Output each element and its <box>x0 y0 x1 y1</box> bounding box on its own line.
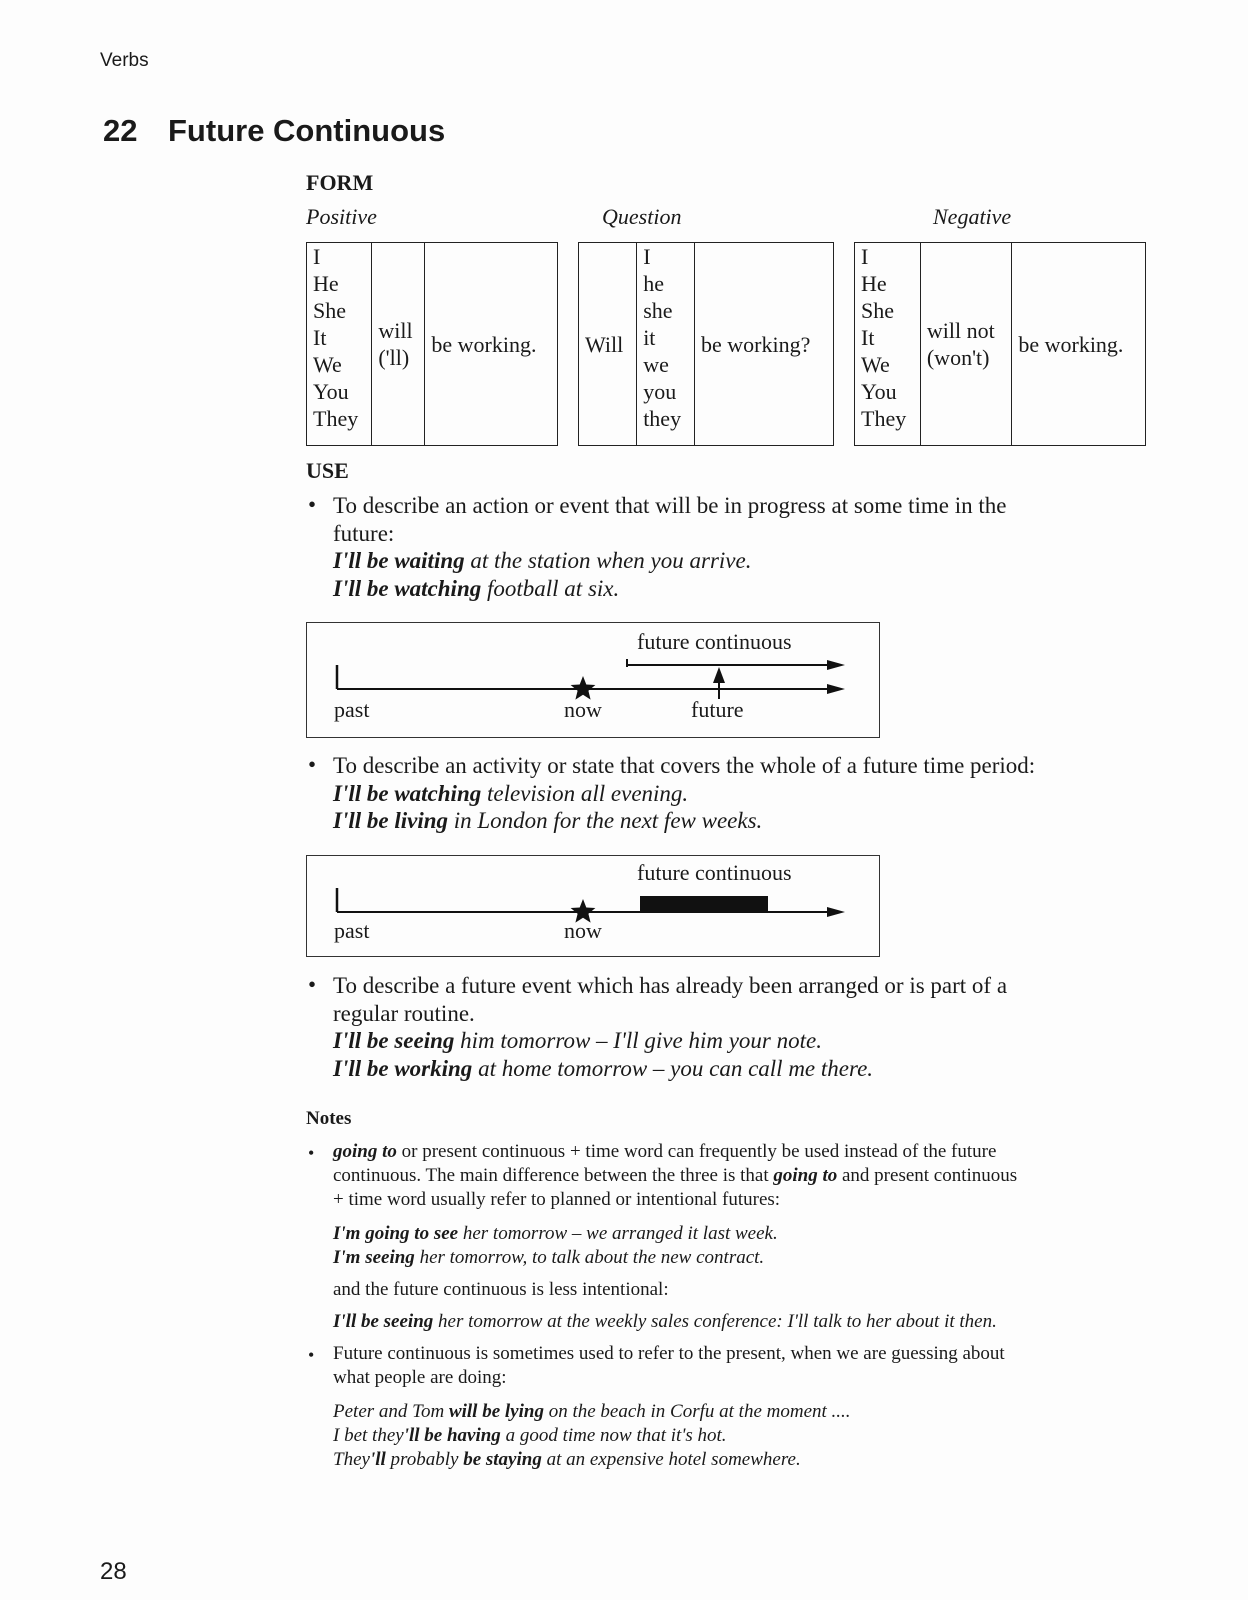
note-rest: or present continuous + time word can frequently be used instead of the future <box>396 1141 997 1162</box>
section-label: Verbs <box>100 50 149 71</box>
example-verb: will be lying <box>448 1401 544 1422</box>
example-rest: at an expensive hotel somewhere. <box>541 1449 801 1470</box>
pronoun: I <box>313 244 321 269</box>
pronoun: you <box>643 379 677 404</box>
example <box>333 547 1183 575</box>
example-rest: football at six. <box>481 575 620 601</box>
note-line: what people are doing: <box>333 1367 507 1388</box>
now-label: now <box>564 697 602 722</box>
note-rest: continuous. The main difference between the three is that <box>333 1165 774 1186</box>
aux: (won't) <box>926 345 990 370</box>
example-rest: her tomorrow at the weekly sales conference: I'll talk to her about it then. <box>433 1311 997 1332</box>
positive-table <box>306 242 558 446</box>
pronoun: she <box>643 298 673 323</box>
note-1-examples <box>333 1222 1173 1270</box>
pronoun-cell <box>307 243 372 446</box>
verb-cell: be working. <box>1012 243 1146 446</box>
use-bullet-2 <box>333 752 1183 835</box>
pronoun: It <box>313 325 327 350</box>
example <box>333 1246 1173 1270</box>
note-line <box>333 1164 1173 1188</box>
pronoun: He <box>313 271 339 296</box>
form-heading: FORM <box>306 170 374 195</box>
aux: ('ll) <box>378 345 410 370</box>
example-verb: I'll be watching <box>333 780 482 806</box>
use-heading: USE <box>306 458 349 483</box>
bullet-icon: • <box>308 1143 315 1163</box>
bullet-text: To describe an action or event that will be in progress at some time in the <box>333 493 1007 518</box>
example-rest: They <box>333 1449 370 1470</box>
example-verb: I'll be living <box>333 808 448 833</box>
pronoun: It <box>861 325 875 350</box>
diagram-title: future continuous <box>637 860 792 885</box>
pronoun: You <box>861 379 897 404</box>
page-number: 28 <box>100 1558 127 1585</box>
note-2-examples <box>333 1400 1173 1472</box>
pronoun: They <box>313 406 359 431</box>
bullet-icon: • <box>308 972 317 997</box>
example-rest: in London for the next few weeks. <box>448 808 763 833</box>
example-verb: I'll be seeing <box>333 1311 434 1332</box>
aux: will not <box>926 318 995 343</box>
negative-label: Negative <box>933 204 1012 229</box>
example-verb: I'm seeing <box>333 1247 415 1268</box>
bullet-icon: • <box>308 492 317 517</box>
example <box>333 1400 1173 1424</box>
aux: will <box>378 318 413 343</box>
pronoun-cell <box>637 243 695 446</box>
pronoun: They <box>861 406 907 431</box>
bullet-text: To describe an activity or state that covers the whole of a future time period: <box>333 753 1036 778</box>
timeline-diagram-2 <box>306 855 880 957</box>
example-rest: at home tomorrow – you can call me there. <box>472 1055 874 1081</box>
pronoun: I <box>643 244 651 269</box>
note-line: Future continuous is sometimes used to refer to the present, when we are guessing about <box>333 1343 1005 1364</box>
pronoun-cell <box>855 243 921 446</box>
verb-cell: be working? <box>694 243 833 446</box>
note-1-middle: and the future continuous is less intentional: <box>333 1279 669 1300</box>
pronoun: You <box>313 379 349 404</box>
future-label: future <box>691 697 744 722</box>
example <box>333 1448 1173 1472</box>
example <box>333 1310 1173 1334</box>
page-title: Future Continuous <box>168 113 446 148</box>
chapter-number: 22 <box>103 113 138 148</box>
example <box>333 1055 1183 1083</box>
example-rest: her tomorrow, to talk about the new contract. <box>414 1247 765 1268</box>
pronoun: She <box>313 298 346 323</box>
example-verb: be staying <box>463 1449 542 1470</box>
question-table <box>578 242 834 446</box>
pronoun: it <box>643 325 656 350</box>
negative-table <box>854 242 1146 446</box>
example-verb: I'll be seeing <box>333 1028 455 1053</box>
example <box>333 1222 1173 1246</box>
example <box>333 575 1183 603</box>
pronoun: He <box>861 271 887 296</box>
aux-cell: Will <box>579 243 637 446</box>
note-bold: going to <box>773 1165 838 1186</box>
pronoun: She <box>861 298 894 323</box>
aux-cell <box>920 243 1011 446</box>
example-rest: television all evening. <box>481 780 689 806</box>
notes-heading: Notes <box>306 1108 352 1129</box>
past-label: past <box>334 697 370 722</box>
verb-cell: be working. <box>425 243 558 446</box>
pronoun: they <box>643 406 682 431</box>
example-verb: I'll be watching <box>333 575 482 601</box>
example-verb: I'll be waiting <box>333 548 465 573</box>
positive-label: Positive <box>306 204 377 229</box>
pronoun: We <box>861 352 890 377</box>
diagram-title: future continuous <box>637 629 792 654</box>
note-bold: going to <box>333 1141 397 1162</box>
note-line: + time word usually refer to planned or intentional futures: <box>333 1189 781 1210</box>
bullet-text: To describe a future event which has already been arranged or is part of a <box>333 973 1008 998</box>
use-bullet-1 <box>333 492 1183 602</box>
example-rest: probably <box>385 1449 464 1470</box>
example <box>333 780 1183 808</box>
note-2-text <box>333 1342 1173 1390</box>
use-bullet-3 <box>333 972 1183 1082</box>
example-rest: her tomorrow – we arranged it last week. <box>458 1223 778 1244</box>
example-rest: a good time now that it's hot. <box>500 1425 727 1446</box>
example <box>333 807 1183 835</box>
note-line <box>333 1140 1173 1164</box>
past-label: past <box>334 918 370 943</box>
example-rest: Peter and Tom <box>333 1401 449 1422</box>
bullet-text: future: <box>333 520 395 546</box>
pronoun: he <box>643 271 664 296</box>
example-rest: I bet they <box>333 1425 404 1446</box>
example-rest: at the station when you arrive. <box>464 548 752 573</box>
bullet-text: regular routine. <box>333 1000 475 1026</box>
aux-cell <box>372 243 425 446</box>
example-verb: I'll be working <box>333 1055 473 1081</box>
note-rest: and present continuous <box>837 1165 1018 1186</box>
example-verb: I'm going to see <box>333 1223 459 1244</box>
example-rest: on the beach in Corfu at the moment .... <box>543 1401 851 1422</box>
example <box>333 1027 1183 1055</box>
question-label: Question <box>602 204 682 229</box>
bullet-icon: • <box>308 752 317 777</box>
pronoun: I <box>861 244 869 269</box>
bullet-icon: • <box>308 1345 315 1365</box>
pronoun: we <box>643 352 669 377</box>
note-1-text <box>333 1140 1173 1212</box>
now-label: now <box>564 918 602 943</box>
example-verb: 'll be having <box>403 1425 501 1446</box>
example-rest: him tomorrow – I'll give him your note. <box>454 1028 822 1053</box>
pronoun: We <box>313 352 342 377</box>
timeline-diagram-1 <box>306 622 880 738</box>
example <box>333 1424 1173 1448</box>
example-verb: 'll <box>369 1449 386 1470</box>
